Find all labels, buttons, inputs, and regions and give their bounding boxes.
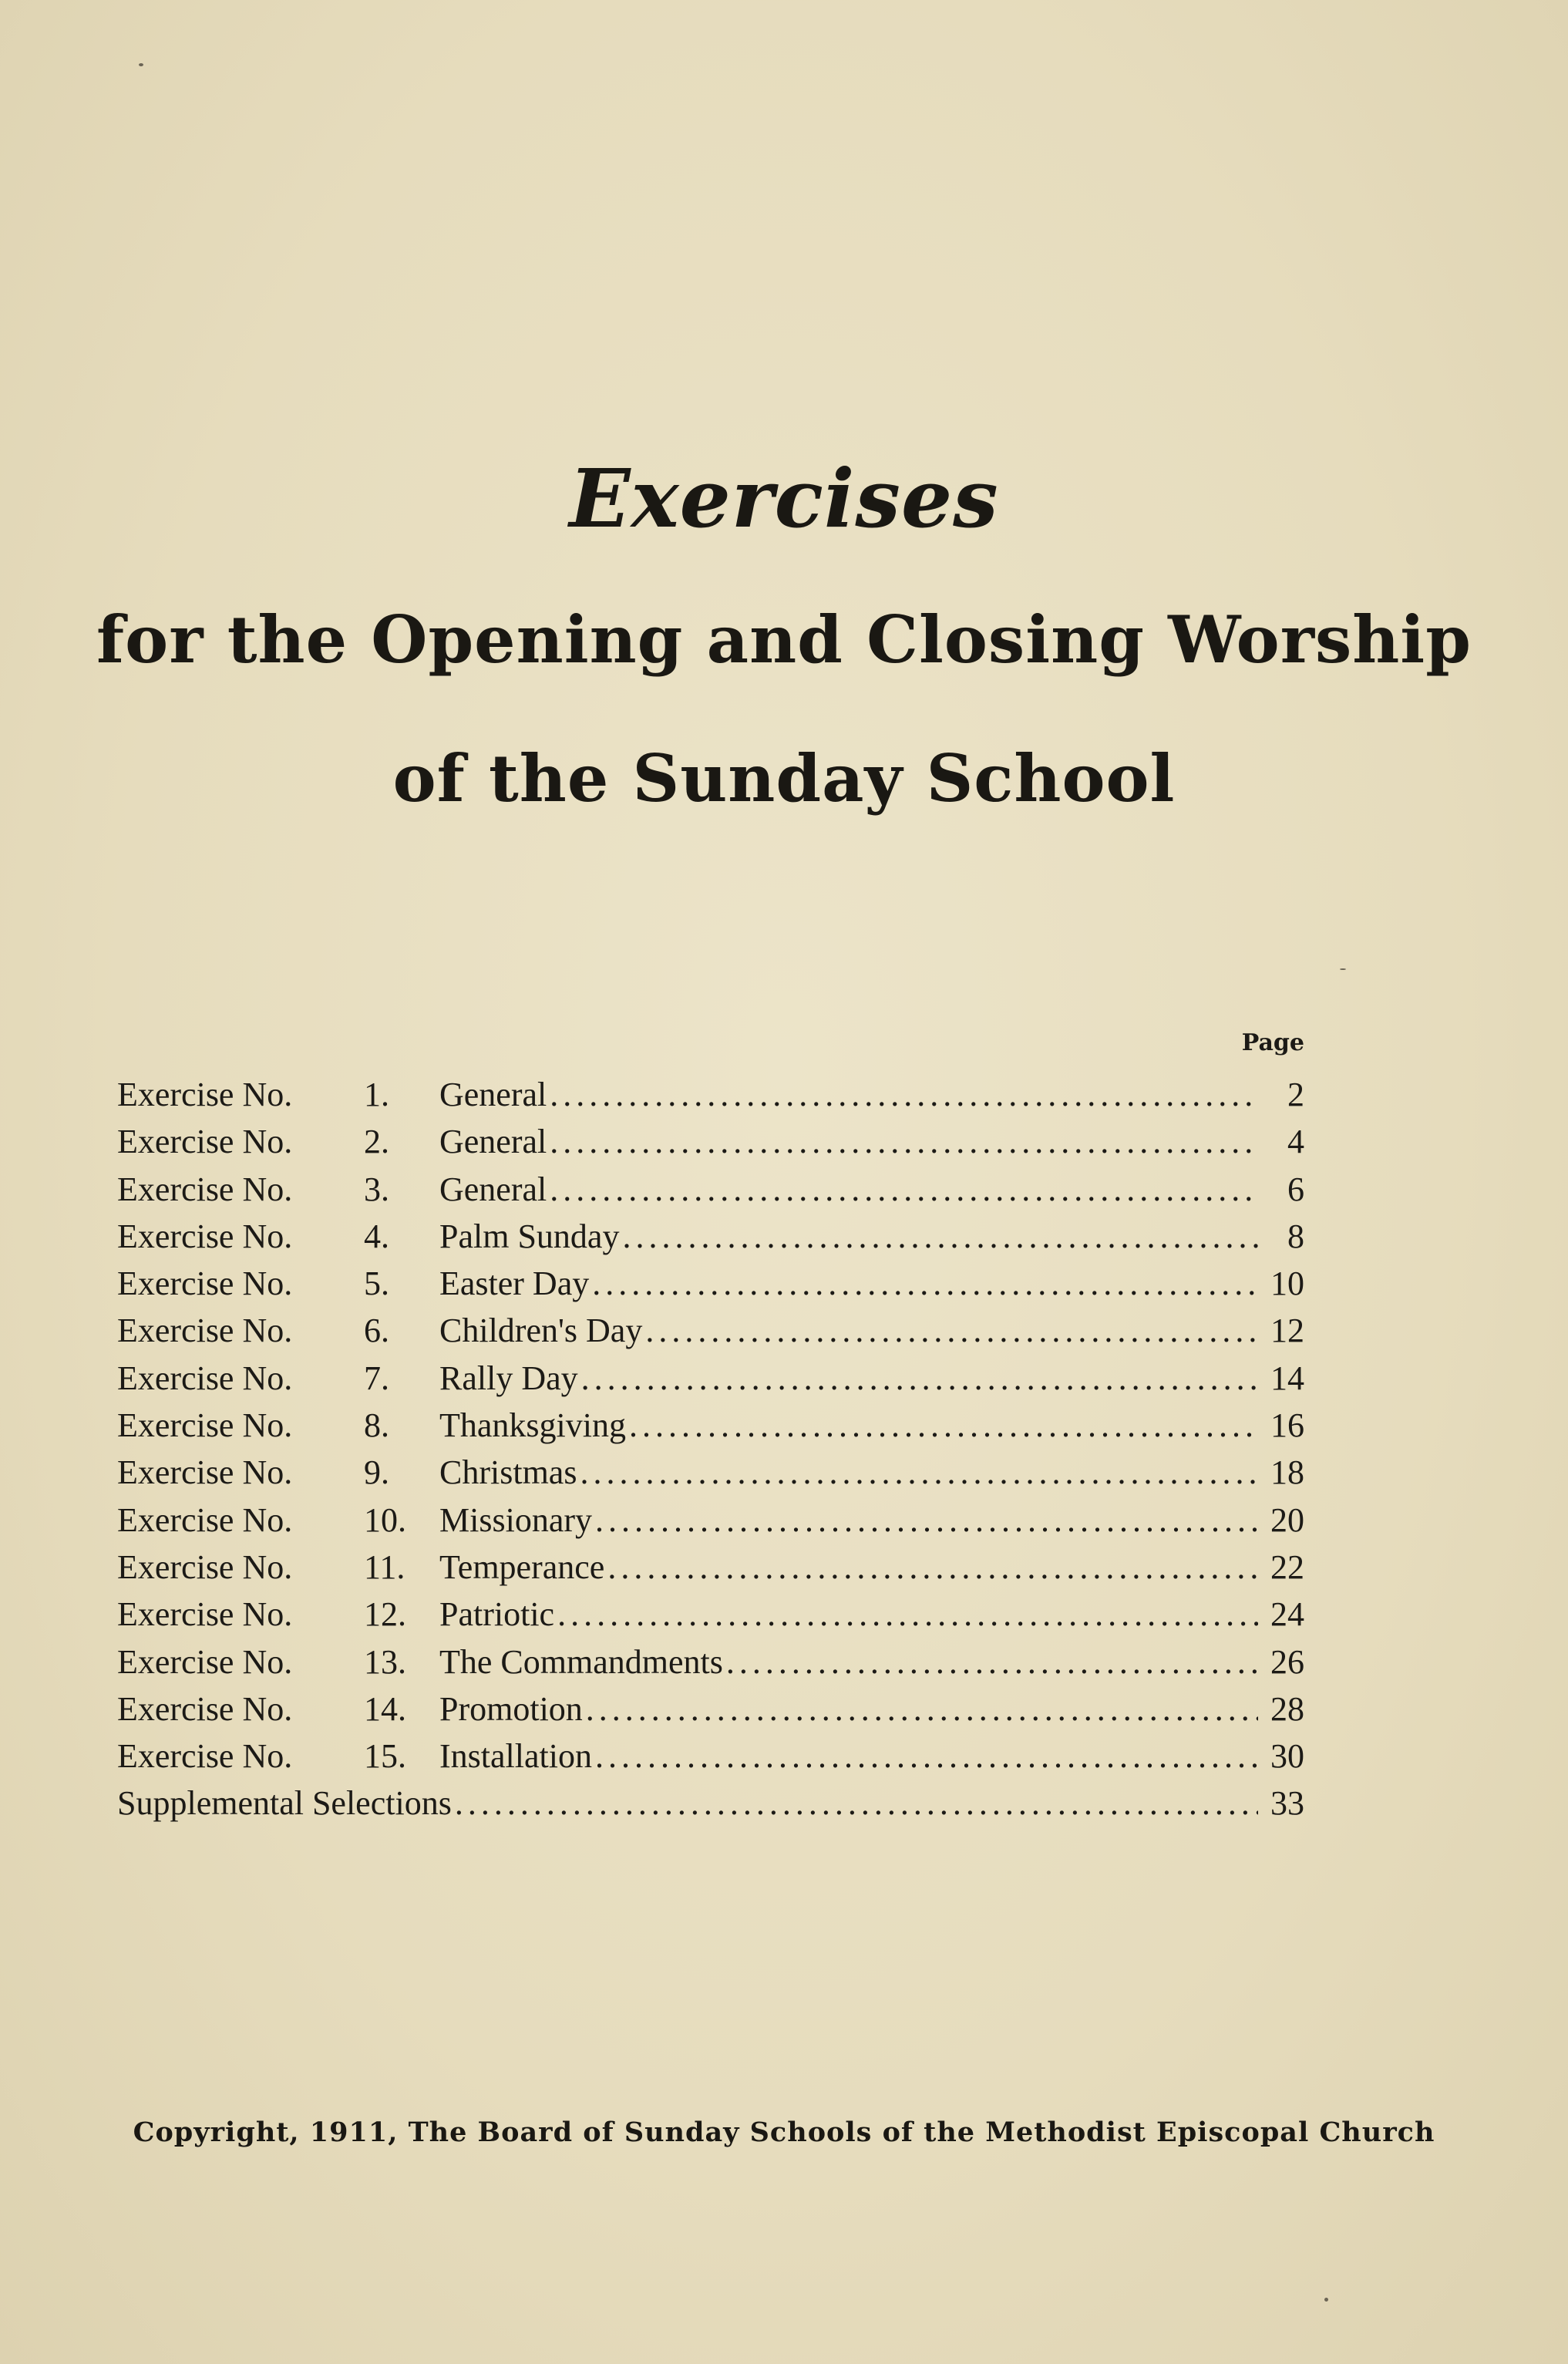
toc-entry-label: Exercise No. <box>117 1689 293 1728</box>
toc-leader-dots <box>595 1497 1258 1544</box>
toc-entry-page: 30 <box>1270 1737 1304 1776</box>
toc-entry-page: 26 <box>1270 1642 1304 1681</box>
subtitle-line-2: of the Sunday School <box>392 740 1176 817</box>
toc-entry-title: Easter Day <box>439 1265 590 1303</box>
toc-entry-number: 10. <box>364 1500 406 1539</box>
toc-entry <box>117 1355 1304 1402</box>
toc-entry-page: 24 <box>1270 1595 1304 1634</box>
toc-entry-number: 12. <box>364 1595 406 1634</box>
toc-leader-dots <box>580 1449 1258 1496</box>
toc-entry-label: Exercise No. <box>117 1737 293 1776</box>
toc-entry-label: Supplemental Selections <box>117 1784 452 1823</box>
toc-entry-number: 5. <box>364 1265 389 1303</box>
toc-leader-dots <box>622 1213 1258 1260</box>
toc-leader-dots <box>607 1544 1258 1591</box>
toc-entry-page: 8 <box>1287 1217 1304 1255</box>
paper-speck <box>1324 2298 1328 2302</box>
toc-entry-title: Installation <box>439 1737 592 1776</box>
toc-entry-page: 12 <box>1270 1312 1304 1350</box>
toc-entry <box>117 1497 1304 1544</box>
toc-entry-label: Exercise No. <box>117 1076 293 1113</box>
toc-entry-label: Exercise No. <box>117 1500 293 1539</box>
toc-entry-number: 6. <box>364 1312 389 1350</box>
toc-entry-page: 16 <box>1270 1406 1304 1445</box>
toc-entry-label: Exercise No. <box>117 1170 293 1208</box>
toc-entry-title: Christmas <box>439 1453 577 1492</box>
toc-entry <box>117 1166 1304 1213</box>
toc-entry-label: Exercise No. <box>117 1312 293 1350</box>
toc-entry-page: 2 <box>1287 1076 1304 1113</box>
toc-entry <box>117 1449 1304 1496</box>
toc-leader-dots <box>595 1733 1258 1780</box>
toc-entry-title: Missionary <box>439 1500 592 1539</box>
toc-rows <box>117 1071 1304 1827</box>
toc-entry-title: The Commandments <box>439 1642 723 1681</box>
toc-entry-title: Palm Sunday <box>439 1217 620 1255</box>
toc-entry-number: 15. <box>364 1737 406 1776</box>
toc-entry <box>117 1733 1304 1780</box>
toc-entry-number: 4. <box>364 1217 389 1255</box>
toc-entry-label: Exercise No. <box>117 1595 293 1634</box>
toc-entry-label: Exercise No. <box>117 1547 293 1586</box>
toc-entry <box>117 1544 1304 1591</box>
toc-entry <box>117 1402 1304 1449</box>
toc-entry <box>117 1260 1304 1307</box>
toc-entry-number: 13. <box>364 1642 406 1681</box>
toc-entry-label: Exercise No. <box>117 1406 293 1445</box>
toc-entry <box>117 1685 1304 1733</box>
toc-entry <box>117 1780 1304 1827</box>
toc-leader-dots <box>726 1638 1258 1685</box>
subtitle-line-1: for the Opening and Closing Worship <box>96 601 1472 678</box>
toc-entry-title: Rally Day <box>439 1359 578 1397</box>
toc-leader-dots <box>557 1591 1258 1638</box>
toc-leader-dots <box>629 1402 1258 1449</box>
toc-entry-number: 14. <box>364 1689 406 1728</box>
toc-leader-dots <box>586 1685 1258 1733</box>
toc-entry <box>117 1307 1304 1354</box>
toc-leader-dots <box>550 1166 1258 1213</box>
toc-entry-number: 11. <box>364 1547 405 1586</box>
toc-entry-page: 22 <box>1270 1547 1304 1586</box>
toc-entry-label: Exercise No. <box>117 1359 293 1397</box>
toc-entry-page: 18 <box>1270 1453 1304 1492</box>
toc-entry <box>117 1638 1304 1685</box>
toc-entry-number: 7. <box>364 1359 389 1397</box>
toc-entry-title: Thanksgiving <box>439 1406 626 1445</box>
toc-entry <box>117 1213 1304 1260</box>
toc-entry-page: 4 <box>1287 1123 1304 1161</box>
toc-entry-title: Promotion <box>439 1689 583 1728</box>
copyright-line: Copyright, 1911, The Board of Sunday Schools of the Methodist Episcopal Church <box>133 2116 1435 2148</box>
toc-leader-dots <box>550 1071 1258 1118</box>
toc-entry-title: Children's Day <box>439 1312 643 1350</box>
toc-entry <box>117 1071 1304 1118</box>
toc-entry-title: General <box>439 1123 547 1161</box>
toc-leader-dots <box>592 1260 1258 1307</box>
toc-entry <box>117 1591 1304 1638</box>
paper-speck <box>1340 968 1346 970</box>
toc-entry-number: 9. <box>364 1453 389 1492</box>
toc-entry-number: 1. <box>364 1076 389 1113</box>
toc-entry-title: Temperance <box>439 1547 605 1586</box>
paper-speck <box>139 63 143 66</box>
toc-leader-dots <box>645 1307 1258 1354</box>
toc-entry-page: 20 <box>1270 1500 1304 1539</box>
toc-entry-page: 14 <box>1270 1359 1304 1397</box>
toc-entry <box>117 1118 1304 1165</box>
toc-entry-number: 8. <box>364 1406 389 1445</box>
toc-entry-page: 33 <box>1270 1784 1304 1823</box>
toc-entry-title: Patriotic <box>439 1595 555 1634</box>
toc-leader-dots <box>455 1780 1258 1827</box>
toc-entry-number: 3. <box>364 1170 389 1208</box>
toc-entry-number: 2. <box>364 1123 389 1161</box>
toc-entry-page: 6 <box>1287 1170 1304 1208</box>
toc-entry-title: General <box>439 1170 547 1208</box>
page-title: Exercises <box>569 451 999 546</box>
toc-entry-label: Exercise No. <box>117 1642 293 1681</box>
toc-entry-label: Exercise No. <box>117 1453 293 1492</box>
toc-entry-title: General <box>439 1076 547 1113</box>
toc-leader-dots <box>550 1118 1258 1165</box>
toc-entry-label: Exercise No. <box>117 1123 293 1161</box>
toc-entry-label: Exercise No. <box>117 1265 293 1303</box>
toc-entry-page: 28 <box>1270 1689 1304 1728</box>
toc-entry-label: Exercise No. <box>117 1217 293 1255</box>
toc-page-header: Page <box>1241 1029 1304 1056</box>
toc-leader-dots <box>581 1355 1258 1402</box>
toc-entry-page: 10 <box>1270 1265 1304 1303</box>
